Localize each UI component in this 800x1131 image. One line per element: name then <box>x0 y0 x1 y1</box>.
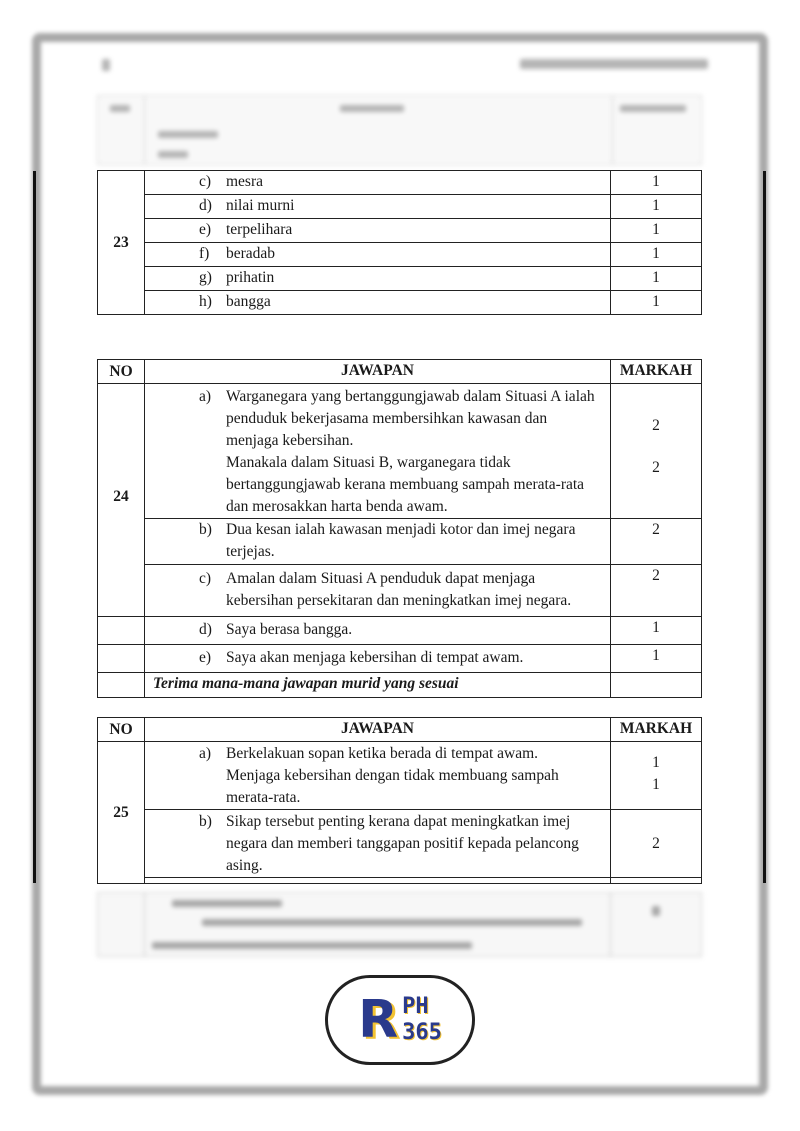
watermark-ph: PH <box>402 994 429 1019</box>
answer-line: Berkelakuan sopan ketika berada di tempat awam. <box>226 745 539 762</box>
item-label: a) <box>199 388 212 405</box>
mark-cell-cropped <box>611 878 702 884</box>
item-label: a) <box>199 745 212 762</box>
item-text: Sikap tersebut penting kerana dapat meningkatkan imej negara dan memberi tanggapan positif kepada pelancong asing. <box>226 813 579 874</box>
mark-cell: 1 <box>611 195 702 219</box>
table-footer-row <box>98 673 702 698</box>
item-label: d) <box>199 197 212 214</box>
table-row <box>98 519 702 565</box>
item-text: mesra <box>226 173 264 190</box>
item-text: beradab <box>226 245 276 262</box>
mark-cell <box>611 742 702 810</box>
mark-cell: 1 <box>611 267 702 291</box>
mark-value: 1 <box>652 776 660 793</box>
item-label: c) <box>199 570 212 587</box>
mark-cell: 1 <box>611 617 702 645</box>
item-label: b) <box>199 521 212 538</box>
answer-cell <box>145 291 611 315</box>
answer-line: Manakala dalam Situasi B, warganegara tidak bertanggungjawab kerana membuang sampah merata-rata dan merosakkan harta benda awam. <box>226 454 585 515</box>
item-label: b) <box>199 813 212 830</box>
item-label: g) <box>199 269 212 286</box>
table-row <box>98 810 702 878</box>
answer-cell <box>145 810 611 878</box>
mark-cell: 2 <box>611 519 702 565</box>
item-label: e) <box>199 649 212 666</box>
page-edge-left <box>33 171 36 883</box>
answer-cell <box>145 219 611 243</box>
item-label: h) <box>199 293 212 310</box>
answer-line: Menjaga kebersihan dengan tidak membuang sampah merata-rata. <box>226 767 559 806</box>
item-label: c) <box>199 173 212 190</box>
mark-cell: 1 <box>611 291 702 315</box>
item-text: Saya akan menjaga kebersihan di tempat awam. <box>226 649 524 666</box>
table-row <box>98 171 702 195</box>
item-label: d) <box>199 621 212 638</box>
item-label: e) <box>199 221 212 238</box>
answer-cell <box>145 617 611 645</box>
table-header-row <box>98 718 702 742</box>
rph365-watermark-logo <box>325 975 475 1065</box>
mark-cell: 2 <box>611 810 702 878</box>
header-no: NO <box>98 718 145 742</box>
header-mark: MARKAH <box>611 360 702 384</box>
answer-cell <box>145 742 611 810</box>
header-answer: JAWAPAN <box>145 718 611 742</box>
table-row <box>98 742 702 810</box>
empty-no-cell <box>98 673 145 698</box>
mark-value: 1 <box>652 754 660 771</box>
answer-cell <box>145 267 611 291</box>
mark-cell: 2 <box>611 565 702 617</box>
answer-table-25 <box>97 717 702 884</box>
answer-table-24 <box>97 359 702 698</box>
table-row <box>98 291 702 315</box>
mark-cell: 1 <box>611 645 702 673</box>
empty-no-cell <box>98 645 145 673</box>
table-row-cropped <box>98 878 702 884</box>
answer-line: Warganegara yang bertanggungjawab dalam Situasi A ialah penduduk bekerjasama membersihkan kawasan dan menjaga kebersihan. <box>226 388 595 449</box>
table-row <box>98 384 702 519</box>
mark-cell: 1 <box>611 171 702 195</box>
table-row <box>98 565 702 617</box>
page-edge-right <box>763 171 766 883</box>
answer-cell <box>145 171 611 195</box>
table-row <box>98 645 702 673</box>
footer-note: Terima mana-mana jawapan murid yang sesuai <box>145 673 611 698</box>
answer-cell-cropped <box>145 878 611 884</box>
item-text: nilai murni <box>226 197 295 214</box>
answer-cell <box>145 384 611 519</box>
item-text: Amalan dalam Situasi A penduduk dapat menjaga kebersihan persekitaran dan meningkatkan imej negara. <box>226 570 572 609</box>
question-number <box>98 384 145 617</box>
blurred-footer-region <box>92 892 707 962</box>
question-number-text: 24 <box>113 488 129 505</box>
header-answer: JAWAPAN <box>145 360 611 384</box>
empty-mark-cell <box>611 673 702 698</box>
watermark-text-stack <box>402 994 442 1046</box>
watermark-365: 365 <box>402 1020 442 1045</box>
mark-cell <box>611 384 702 519</box>
table-row <box>98 243 702 267</box>
empty-no-cell <box>98 617 145 645</box>
watermark-r: R <box>358 990 399 1050</box>
item-label: f) <box>199 245 210 262</box>
question-number: 25 <box>98 742 145 884</box>
header-no: NO <box>98 360 145 384</box>
item-text: bangga <box>226 293 271 310</box>
table-row <box>98 617 702 645</box>
mark-value: 2 <box>652 417 660 434</box>
table-row <box>98 267 702 291</box>
table-row <box>98 219 702 243</box>
blurred-header-region <box>90 45 720 165</box>
answer-cell <box>145 243 611 267</box>
table-row <box>98 195 702 219</box>
answer-cell <box>145 565 611 617</box>
mark-cell: 1 <box>611 219 702 243</box>
item-text: terpelihara <box>226 221 293 238</box>
mark-cell: 1 <box>611 243 702 267</box>
answer-cell <box>145 645 611 673</box>
mark-value: 2 <box>652 459 660 476</box>
header-mark: MARKAH <box>611 718 702 742</box>
table-header-row <box>98 360 702 384</box>
item-text: Dua kesan ialah kawasan menjadi kotor dan imej negara terjejas. <box>226 521 576 560</box>
answer-table-23 <box>97 170 702 315</box>
question-number: 23 <box>98 171 145 315</box>
item-text: prihatin <box>226 269 275 286</box>
answer-cell <box>145 195 611 219</box>
item-text: Saya berasa bangga. <box>226 621 353 638</box>
answer-cell <box>145 519 611 565</box>
